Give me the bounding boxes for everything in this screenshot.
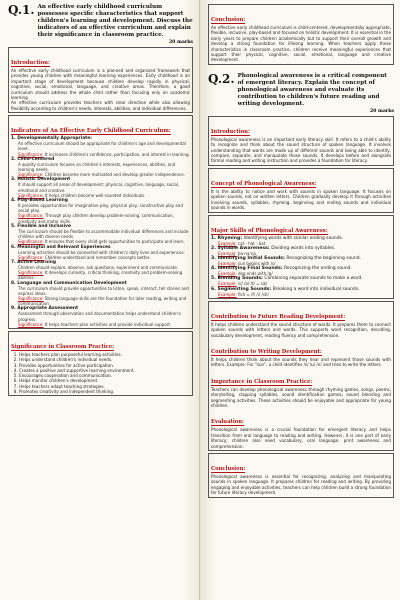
indicator-description: An effective curriculum should be appropriate for children's age and developmental level. (18, 141, 186, 152)
skill-title: 5. Blending Sounds: (211, 276, 263, 282)
indicator-item (11, 177, 190, 198)
significance-label: Significance: (18, 239, 44, 245)
example-text: sun begins with /s/ (237, 260, 276, 266)
concept-heading: Concept of Phonological Awareness: (211, 180, 317, 187)
example-text: /c/ /a/ /t/ = cat (237, 281, 267, 287)
skill-example (211, 292, 391, 297)
significance-label: Significance: (18, 192, 44, 198)
practice-item: 3. Provides opportunities for active participation. (19, 363, 190, 368)
indicator-item (11, 260, 190, 281)
major-skills-heading: Major Skills of Phonological Awareness: (211, 227, 328, 234)
skill-title: 3. Identifying Initial Sounds: (211, 255, 285, 261)
q2-practice-heading: Importance in Classroom Practice: (211, 378, 313, 385)
conclusion-1-box (208, 4, 394, 65)
example-label: Example: (218, 250, 237, 256)
indicator-description: A quality curriculum focuses on children's interests, experiences, abilities, and learning needs. (18, 161, 176, 173)
question-2-marks: 20 marks (369, 108, 394, 114)
indicator-significance (11, 296, 190, 306)
question-1-header (8, 4, 193, 39)
indicator-title: 9. Appropriate Assessment (11, 306, 79, 312)
practice-item: 6. Helps monitor children's development. (19, 378, 190, 383)
introduction-paragraph-1: An effective early childhood curriculum is a planned and organized framework that provides young children with meaningful learning experiences. Early childhood is an important stage of development because children develop rapidly in physical, cognitive, social, emotional, language, and creative areas. Therefore, a good curriculum should address the whole child rather than focusing only on academic learning. (11, 68, 190, 101)
skill-item (211, 276, 391, 286)
significance-text: It develops curiosity, critical thinking, creativity and problem-solving abilities. (18, 270, 183, 281)
question-1-number: Q.1. (8, 3, 35, 17)
skill-description: Recognizing the beginning sound. (286, 255, 361, 261)
indicator-item (11, 224, 190, 245)
skill-item (211, 236, 391, 246)
significance-label: Significance: (18, 213, 44, 219)
example-label: Example: (218, 271, 237, 277)
q2-practice-text: Teachers can develop phonological awareness through rhyming games, songs, poems, storytelling, clapping syllables, sound identification games, sound blending and segmenting activities. These activities should be enjoyable and appropriate for young children. (211, 386, 391, 408)
conclusion-1-heading: Conclusion: (211, 17, 246, 23)
evaluation-heading: Evaluation: (211, 419, 244, 426)
example-text: cat - hat - bat (237, 240, 266, 246)
significance-label: Significance: (18, 270, 44, 276)
significance-text: It increases children's confidence, participation, and interest in learning. (44, 151, 190, 157)
concept-text: It is the ability to notice and work with sounds in spoken language. It focuses on spoken sounds, not on written letters. Children gradually develop it through activities involving sounds, syllables, rhyming, beginning and ending sounds and individual sounds in words. (211, 188, 391, 211)
indicator-description: It provides opportunities for imaginative play, physical play, constructive play and social play. (18, 203, 183, 214)
skill-item (211, 256, 391, 266)
major-skills-box (208, 215, 394, 299)
conclusion-2-text: Phonological awareness is essential for recognizing, analyzing and manipulating sounds in spoken language. It prepares children for reading and writing. By providing engaging and enjoyable activities, teachers can help children build a strong foundation for future literacy development. (211, 474, 391, 496)
indicator-description: It should support all areas of development: physical, cognitive, language, social, emotional and creative. (18, 182, 180, 193)
conclusion-1-text: An effective early childhood curriculum is child-centered, developmentally appropriate, flexible, inclusive, play-based and focused on holistic development. It is essential in the early years to prepare children academically but to support their overall growth and develop a strong foundation for lifelong learning. When teachers apply these characteristics in classroom practice, children receive meaningful experiences that support their physical, cognitive, social, emotional, language and creative development. (211, 25, 391, 63)
example-text: fish = /f/ /i/ /sh/ (237, 291, 269, 297)
indicators-box (8, 115, 193, 329)
writing-heading: Contribution to Writing Development: (211, 348, 322, 355)
practice-item: 5. Encourages cooperation and communication. (19, 373, 190, 378)
significance-text: It helps children become well-rounded individuals. (44, 192, 146, 198)
indicator-description: The curriculum should be flexible to accommodate individual differences and include children with diverse needs. (18, 228, 189, 240)
skill-description: Dividing words into syllables. (271, 245, 336, 251)
indicator-description: Assessment through observation and documentation helps understand children's progress. (18, 311, 181, 322)
significance-label: Significance: (18, 151, 44, 157)
example-label: Example: (218, 240, 237, 246)
indicator-title: 1. Developmentally Appropriate: (11, 136, 92, 142)
indicator-title: 8. Language and Communication Development (11, 280, 127, 286)
skill-description: Breaking a word into individual sounds. (272, 286, 360, 292)
introduction-box (8, 47, 193, 113)
practice-item: 1. Helps teachers plan purposeful learning activities. (19, 352, 190, 357)
indicator-title: 3. Holistic Development (11, 177, 71, 183)
example-label: Example: (218, 281, 237, 287)
significance-text: It ensures that every child gets opportunities to participate and learn. (44, 239, 185, 245)
classroom-practice-box (8, 331, 193, 396)
significance-text: Strong language skills are the foundation for later reading, writing and communication. (18, 295, 187, 307)
q2-introduction-text: Phonological awareness is an important early literacy skill. It refers to a child's ability to recognize and think about the sound structure of spoken language. It involves understanding that words are made up of different sounds and being able to identify, compare, separate, and manipulate those sounds. It develops before and alongside formal reading and writing instruction and provides a foundation for literacy. (211, 136, 391, 164)
skill-description: Recognizing the ending sound. (284, 266, 352, 272)
indicator-description: Children should explore, observe, ask questions, experiment and communicate. (18, 264, 179, 270)
indicator-title: 2. Child-Centered (11, 156, 55, 162)
indicator-title: 6. Meaningful and Relevant Experiences (11, 244, 111, 250)
practice-item: 8. Promotes creativity and independent thinking. (19, 389, 190, 394)
indicator-title: 7. Active Learning (11, 259, 57, 265)
practice-item: 7. Helps teachers adapt teaching strategies. (19, 384, 190, 389)
indicator-title: 4. Play-Based Learning (11, 198, 68, 204)
example-label: Example: (218, 291, 237, 297)
classroom-practice-list (11, 352, 190, 394)
indicator-item (11, 306, 190, 327)
q2-introduction-box (208, 116, 394, 166)
significance-text: Through play children develop problem-solving, communication, creativity and motor skills. (18, 213, 174, 224)
indicator-item (11, 198, 190, 224)
example-label: Example: (218, 260, 237, 266)
indicators-heading: Indicators of An Effective Early Childhood Curriculum: (11, 128, 171, 135)
significance-label: Significance: (18, 172, 44, 178)
writing-text: It helps children think about the sounds they hear and represent those sounds with letters. Example: For "sun", a child identifies /s/ /u/ /n/ and tries to write the letters. (211, 356, 391, 368)
significance-label: Significance: (18, 254, 44, 260)
indicator-item (11, 157, 190, 178)
question-2-number: Q.2. (208, 71, 235, 86)
indicator-list (11, 136, 190, 327)
indicator-significance (11, 239, 190, 244)
practice-item: 4. Creates a positive and supportive learning environment. (19, 368, 190, 373)
question-2-text: Phonological awareness is a critical component of emergent literacy. Explain the concept of phonological awareness and evaluate its contribution to children's future reading and writing development. (237, 72, 387, 107)
example-text: dog ends with /g/ (237, 271, 273, 277)
indicator-item (11, 245, 190, 260)
concept-box (208, 168, 394, 213)
indicator-title: 5. Flexible and Inclusive (11, 223, 71, 229)
significance-text: It helps teachers plan activities and provide individual support. (44, 321, 172, 327)
introduction-heading: Introduction: (11, 60, 50, 66)
right-page (200, 0, 400, 600)
skill-item (211, 266, 391, 276)
indicator-significance (11, 213, 190, 223)
contribution-box (208, 301, 394, 451)
skill-title: 6. Segmenting Sounds: (211, 286, 272, 292)
conclusion-2-heading: Conclusion: (211, 466, 246, 472)
significance-label: Significance: (18, 321, 44, 327)
significance-text: Children understand and remember concepts better. (44, 254, 151, 260)
skills-list (211, 236, 391, 297)
introduction-paragraph-2: An effective curriculum provides teachers with clear direction while also allowing flexibility according to children's needs, interests, abilities, and individual differences. (11, 100, 190, 111)
skill-item (211, 287, 391, 297)
practice-item: 2. Helps understand children's individual needs. (19, 357, 190, 362)
skill-title: 4. Identifying Final Sounds: (211, 266, 283, 272)
indicator-description: Learning activities should be connected with children's daily lives and experiences. (18, 249, 185, 255)
question-1-text: An effective early childhood curriculum possesses specific characteristics that support children's learning and development. Discuss the indicators of an effective curriculum and explain their significance in classroom practice. (37, 4, 193, 38)
reading-heading: Contribution to Future Reading Development: (211, 313, 346, 320)
skill-description: Combining separate sounds to make a word. (264, 276, 363, 282)
indicator-significance (11, 270, 190, 280)
skill-item (211, 246, 391, 256)
indicator-significance (11, 322, 190, 327)
classroom-practice-heading: Significance in Classroom Practice: (11, 343, 115, 350)
evaluation-text: Phonological awareness is a crucial foundation for emergent literacy and helps transition from oral language to reading and writing. However, it is one part of early literacy; children also need vocabulary, oral language, print awareness and comprehension. (211, 427, 391, 449)
significance-text: Children become more motivated and develop greater independence. (44, 172, 185, 178)
q2-introduction-heading: Introduction: (211, 128, 250, 135)
indicator-item (11, 281, 190, 307)
reading-text: It helps children understand the sound structure of words. It prepares them to connect spoken sounds with letters and words. This supports word recognition, decoding, vocabulary development, reading fluency and comprehension. (211, 321, 391, 338)
indicator-item (11, 136, 190, 157)
skill-title: 1. Rhyming: (211, 235, 243, 241)
example-text: ba-na-na (237, 250, 256, 256)
indicator-description: The curriculum should provide opportunities to listen, speak, interact, tell stories and express ideas. (18, 285, 189, 296)
significance-label: Significance: (18, 295, 44, 301)
conclusion-2-box (208, 453, 394, 498)
skill-title: 2. Syllable Awareness: (211, 245, 270, 251)
question-2-header (208, 73, 394, 108)
question-1-marks: 20 marks (168, 40, 193, 45)
skill-description: Identifying words with similar ending sounds. (243, 235, 344, 241)
